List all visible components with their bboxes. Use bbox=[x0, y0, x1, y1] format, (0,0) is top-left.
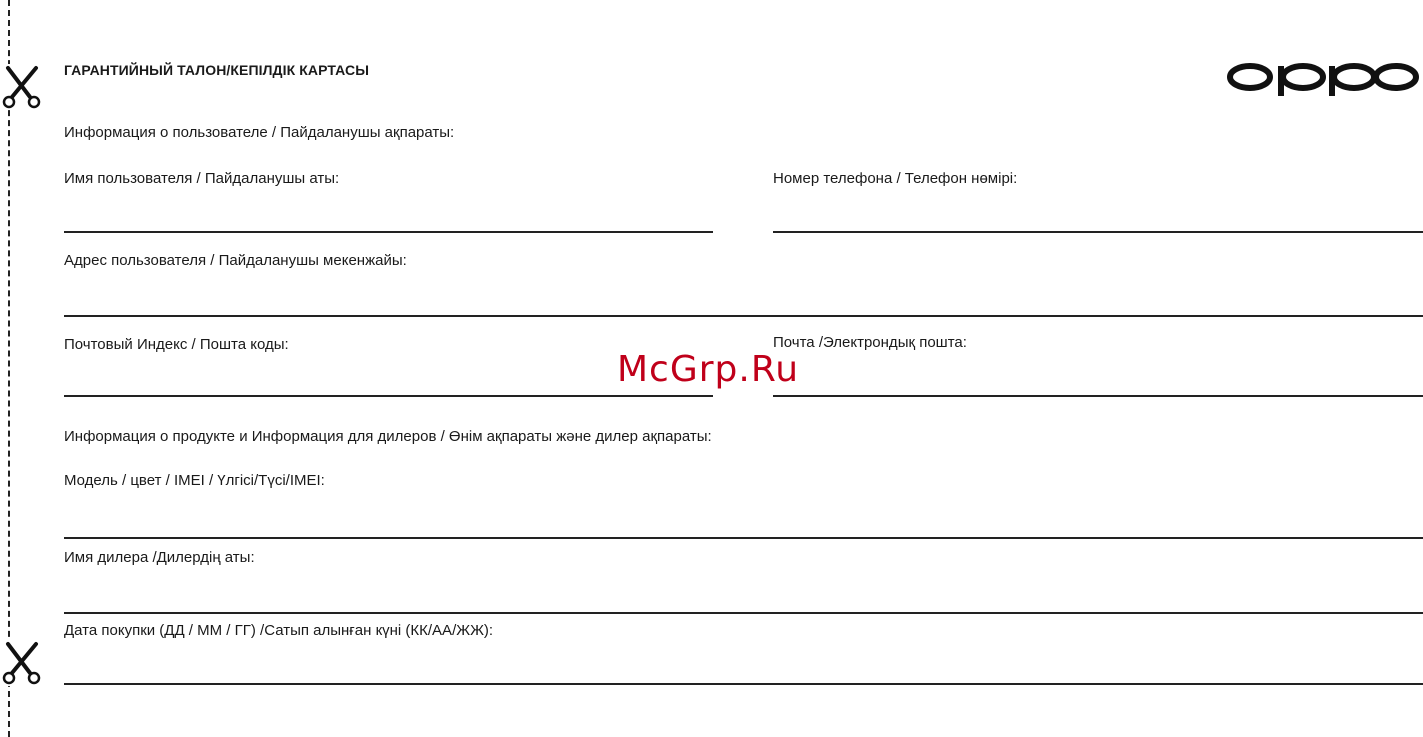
phone-field[interactable] bbox=[773, 231, 1423, 233]
scissors-icon bbox=[0, 640, 42, 686]
user-name-label: Имя пользователя / Пайдаланушы аты: bbox=[64, 170, 340, 187]
phone-label: Номер телефона / Телефон нөмірі: bbox=[773, 170, 1018, 187]
user-name-field[interactable] bbox=[64, 231, 713, 233]
postal-code-label: Почтовый Индекс / Пошта коды: bbox=[64, 336, 289, 353]
address-label: Адрес пользователя / Пайдаланушы мекенжайы: bbox=[64, 252, 407, 269]
oppo-logo bbox=[1226, 56, 1420, 105]
model-field[interactable] bbox=[64, 537, 1423, 539]
product-info-heading: Информация о продукте и Информация для дилеров / Өнім ақпараты және дилер ақпараты: bbox=[64, 428, 712, 445]
model-label: Модель / цвет / IMEI / Үлгісі/Түсі/IMEI: bbox=[64, 472, 325, 489]
postal-code-field[interactable] bbox=[64, 395, 713, 397]
dealer-label: Имя дилера /Дилердің аты: bbox=[64, 549, 255, 566]
card-title: ГАРАНТИЙНЫЙ ТАЛОН/КЕПІЛДІК КАРТАСЫ bbox=[64, 62, 370, 78]
email-field[interactable] bbox=[773, 395, 1423, 397]
user-info-heading: Информация о пользователе / Пайдаланушы ақпараты: bbox=[64, 124, 455, 141]
scissors-icon bbox=[0, 64, 42, 110]
cut-line bbox=[8, 0, 10, 737]
dealer-field[interactable] bbox=[64, 612, 1423, 614]
watermark: McGrp.Ru bbox=[617, 349, 800, 390]
purchase-date-field[interactable] bbox=[64, 683, 1423, 685]
purchase-date-label: Дата покупки (ДД / ММ / ГГ) /Сатып алынған күні (КК/АА/ЖЖ): bbox=[64, 622, 494, 639]
address-field[interactable] bbox=[64, 315, 1423, 317]
email-label: Почта /Электрондық пошта: bbox=[773, 334, 967, 351]
